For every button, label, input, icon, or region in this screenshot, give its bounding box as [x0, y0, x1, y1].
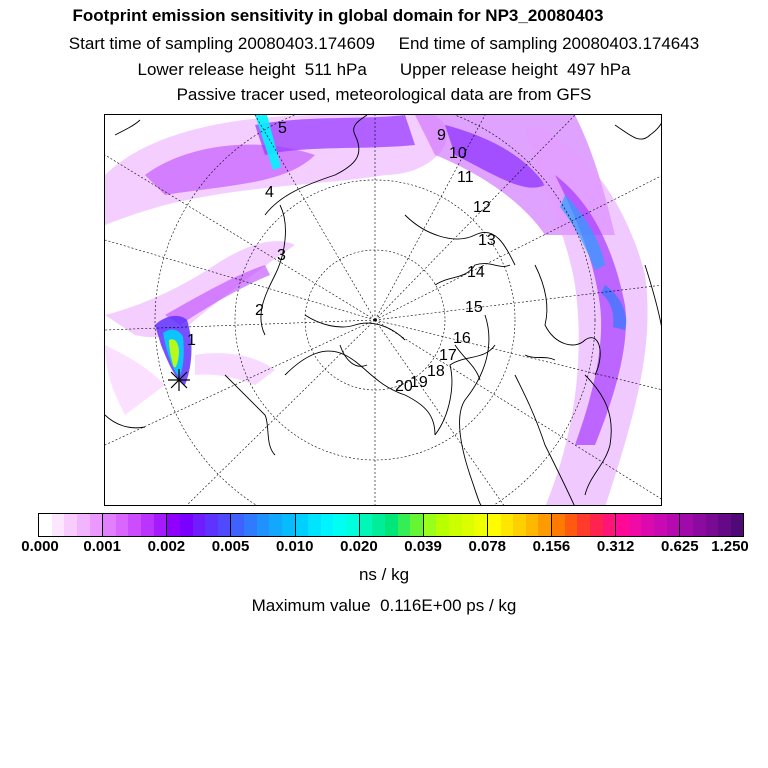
colorbar-tick-label: 0.039	[404, 538, 442, 555]
colorbar-cell	[52, 514, 65, 536]
colorbar-tick-label: 0.005	[211, 538, 250, 555]
colorbar-cell	[667, 514, 681, 536]
colorbar-cell	[424, 514, 437, 536]
colorbar-cell	[488, 514, 501, 536]
colorbar-cell	[501, 514, 514, 536]
trajectory-label: 15	[465, 299, 483, 316]
colorbar-cell	[474, 514, 488, 536]
trajectory-label: 17	[439, 347, 457, 364]
trajectory-label: 9	[437, 127, 446, 144]
map-canvas	[105, 115, 662, 506]
colorbar-cell	[513, 514, 526, 536]
trajectory-label: 3	[277, 247, 286, 264]
colorbar-cell	[552, 514, 565, 536]
colorbar-cell	[680, 514, 693, 536]
colorbar-cell	[282, 514, 296, 536]
colorbar-cell	[462, 514, 475, 536]
colorbar-cell	[39, 514, 52, 536]
colorbar-cell	[436, 514, 449, 536]
colorbar-tick-labels	[0, 538, 768, 558]
trajectory-label: 5	[278, 120, 287, 137]
plot-title: Footprint emission sensitivity in global domain for NP3_20080403	[72, 6, 604, 25]
colorbar-tick-label: 0.078	[468, 538, 507, 555]
colorbar-tick-label: 0.010	[275, 538, 314, 555]
colorbar-cell	[538, 514, 552, 536]
trajectory-label: 14	[467, 264, 485, 281]
colorbar-cell	[565, 514, 578, 536]
trajectory-label: 20	[395, 378, 413, 395]
colorbar-tick-label: 0.002	[147, 538, 186, 555]
colorbar-cell	[360, 514, 373, 536]
colorbar-cell	[718, 514, 731, 536]
colorbar-cell	[603, 514, 617, 536]
sensitivity-field	[105, 115, 648, 506]
colorbar-tick-label: 0.001	[83, 538, 121, 555]
colorbar-cell	[269, 514, 282, 536]
colorbar-cell	[346, 514, 360, 536]
colorbar-cell	[167, 514, 180, 536]
colorbar-cell	[321, 514, 334, 536]
sampling-time-line: Start time of sampling 20080403.174609 End time of sampling 20080403.174643	[68, 34, 700, 53]
colorbar-cell	[693, 514, 706, 536]
trajectory-label: 11	[457, 169, 474, 186]
colorbar-cell	[205, 514, 218, 536]
colorbar-cell	[244, 514, 257, 536]
colorbar-cell	[410, 514, 424, 536]
colorbar-cell	[128, 514, 141, 536]
colorbar-cell	[64, 514, 77, 536]
footprint-map	[104, 114, 662, 506]
colorbar-cell	[333, 514, 346, 536]
colorbar-cell	[706, 514, 719, 536]
colorbar-cell	[641, 514, 654, 536]
colorbar-cell	[526, 514, 539, 536]
colorbar-unit: ns / kg	[358, 565, 410, 584]
colorbar-tick-label: 0.312	[596, 538, 635, 555]
colorbar-cell	[218, 514, 232, 536]
colorbar-tick-label: 0.156	[532, 538, 571, 555]
colorbar-cell	[398, 514, 411, 536]
trajectory-label: 18	[427, 363, 445, 380]
release-height-line: Lower release height 511 hPa Upper release height 497 hPa	[137, 60, 631, 79]
colorbar	[38, 513, 744, 537]
colorbar-cell	[372, 514, 385, 536]
colorbar-cell	[77, 514, 90, 536]
trajectory-label: 4	[265, 184, 274, 201]
tracer-info-line: Passive tracer used, meteorological data are from GFS	[176, 85, 592, 104]
colorbar-tick-label: 1.250	[711, 538, 749, 555]
star-marker	[168, 369, 190, 391]
colorbar-cell	[590, 514, 603, 536]
trajectory-label: 12	[473, 199, 491, 216]
colorbar-cell	[103, 514, 116, 536]
colorbar-cell	[193, 514, 206, 536]
colorbar-cell	[231, 514, 244, 536]
colorbar-cell	[385, 514, 398, 536]
colorbar-cell	[577, 514, 590, 536]
colorbar-cell	[616, 514, 629, 536]
trajectory-label: 10	[449, 145, 467, 162]
trajectory-label: 2	[255, 302, 264, 319]
trajectory-label: 19	[410, 374, 428, 391]
trajectory-label: 1	[187, 332, 196, 349]
colorbar-tick-label: 0.020	[340, 538, 378, 555]
colorbar-cell	[116, 514, 129, 536]
colorbar-cell	[449, 514, 462, 536]
maximum-value-text: Maximum value 0.116E+00 ps / kg	[251, 596, 517, 615]
colorbar-cell	[308, 514, 321, 536]
colorbar-cell	[154, 514, 168, 536]
colorbar-cell	[90, 514, 104, 536]
trajectory-label: 16	[453, 330, 471, 347]
colorbar-tick-label: 0.000	[21, 538, 59, 555]
colorbar-cell	[257, 514, 270, 536]
colorbar-cell	[731, 514, 744, 536]
colorbar-cell	[296, 514, 309, 536]
colorbar-cell	[141, 514, 154, 536]
colorbar-cell	[629, 514, 642, 536]
colorbar-cell	[654, 514, 667, 536]
colorbar-cell	[180, 514, 193, 536]
trajectory-label: 13	[478, 232, 496, 249]
colorbar-tick-label: 0.625	[661, 538, 699, 555]
